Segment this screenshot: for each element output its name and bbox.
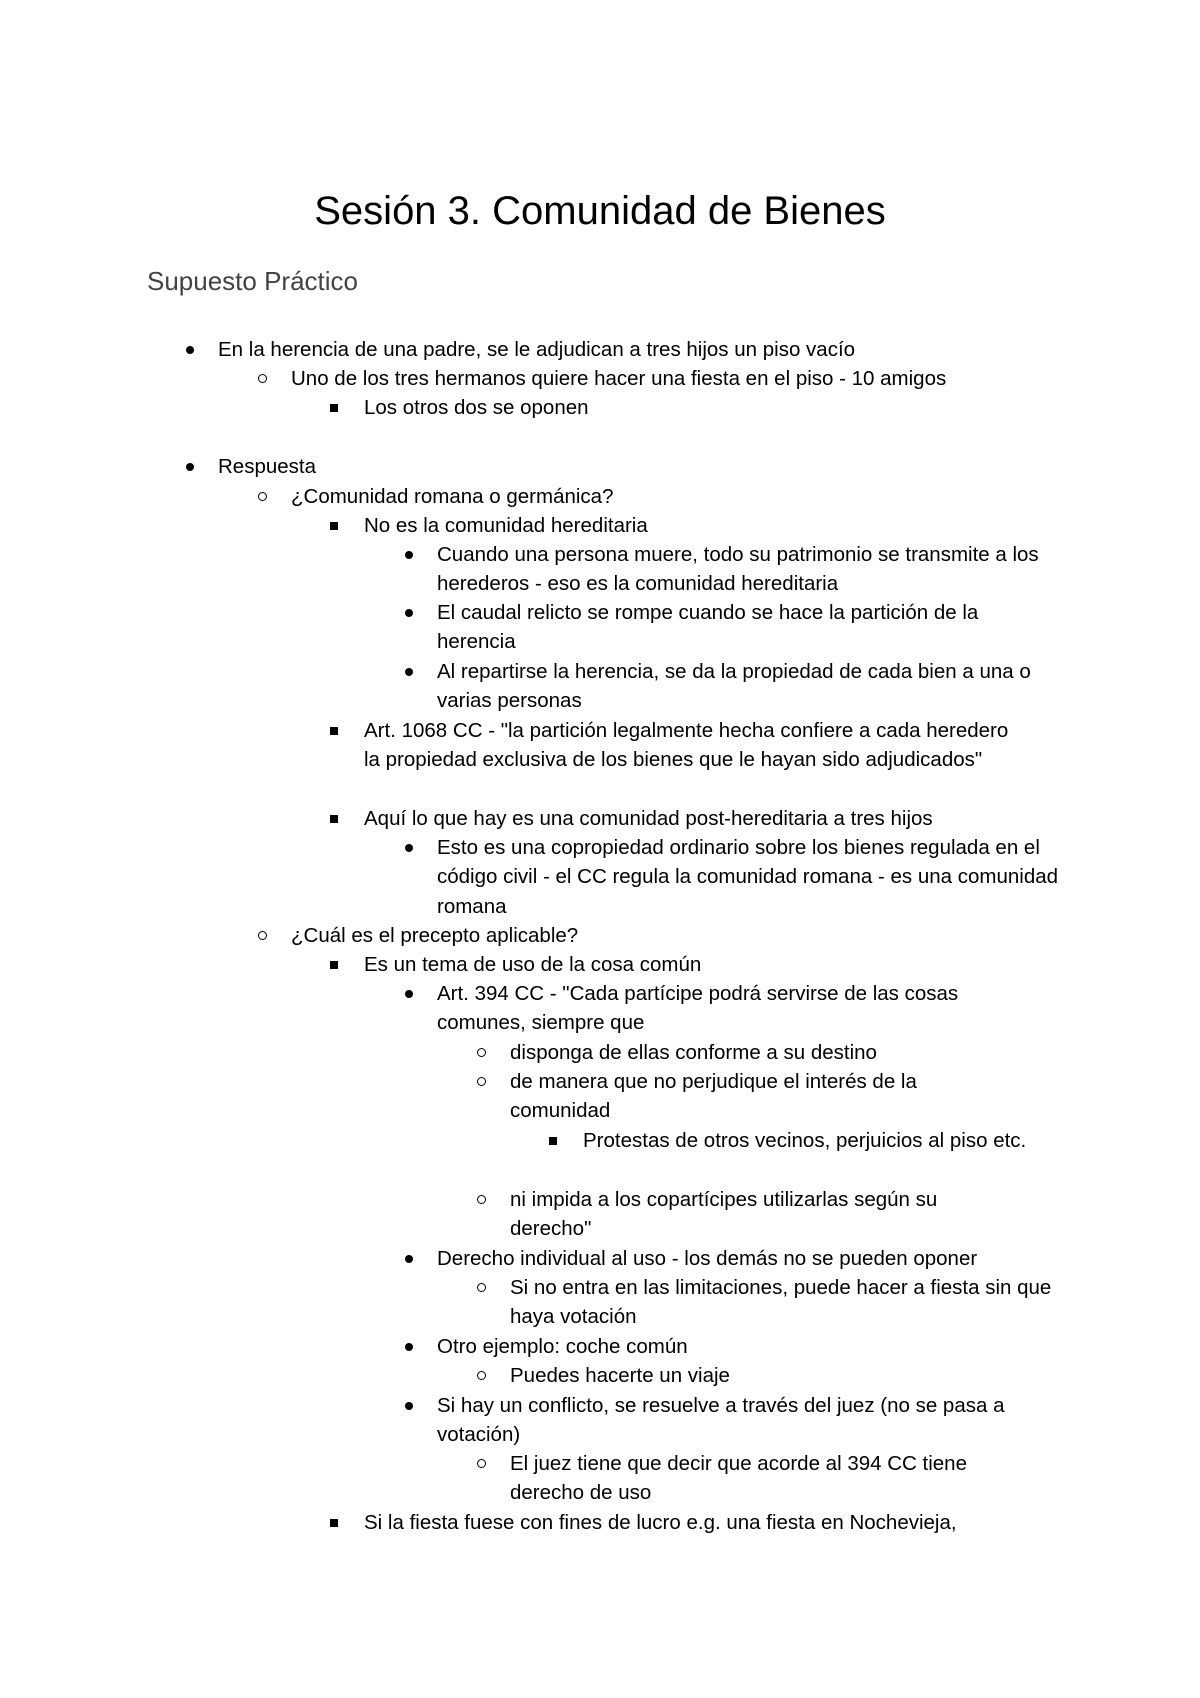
list-item [364, 511, 1064, 540]
list-item-text: El caudal relicto se rompe cuando se hace la partición de la herencia [437, 601, 979, 654]
circle-bullet-icon [258, 374, 267, 383]
list-item [437, 598, 1062, 657]
list-item [364, 393, 1064, 422]
list-item-text: ni impida a los copartícipes utilizarlas según su derecho" [510, 1188, 938, 1241]
list-item [364, 804, 1064, 833]
disc-bullet-icon [405, 609, 413, 617]
disc-bullet-icon [405, 1343, 413, 1351]
square-bullet-icon [330, 815, 338, 823]
square-bullet-icon [330, 404, 338, 412]
list-item [510, 1185, 1000, 1244]
list-item [291, 921, 1071, 950]
disc-bullet-icon [405, 990, 413, 998]
list-item-text: Es un tema de uso de la cosa común [364, 953, 702, 976]
square-bullet-icon [330, 727, 338, 735]
disc-bullet-icon [405, 668, 413, 676]
circle-bullet-icon [258, 931, 267, 940]
list-item [437, 1391, 1062, 1450]
list-item [437, 657, 1062, 716]
list-item-text: En la herencia de una padre, se le adjudican a tres hijos un piso vacío [218, 338, 856, 361]
list-item [364, 950, 1064, 979]
list-item-text: Los otros dos se oponen [364, 396, 589, 419]
list-item [437, 979, 1037, 1038]
disc-bullet-icon [405, 1402, 413, 1410]
list-item [437, 1244, 1062, 1273]
list-item [437, 1332, 1062, 1361]
list-item-text: ¿Comunidad romana o germánica? [291, 485, 614, 508]
list-item-text: Art. 394 CC - "Cada partícipe podrá servirse de las cosas comunes, siempre que [437, 982, 959, 1035]
list-item [510, 1449, 1030, 1508]
square-bullet-icon [330, 961, 338, 969]
disc-bullet-icon [405, 551, 413, 559]
list-item [510, 1038, 1050, 1067]
list-item [218, 335, 1068, 364]
list-item [437, 540, 1062, 599]
list-item-text: Aquí lo que hay es una comunidad post-hereditaria a tres hijos [364, 807, 933, 830]
disc-bullet-icon [186, 463, 194, 471]
list-item-text: de manera que no perjudique el interés de la comunidad [510, 1070, 917, 1123]
circle-bullet-icon [477, 1048, 486, 1057]
list-item-text: Art. 1068 CC - "la partición legalmente hecha confiere a cada heredero la propiedad exclusiva de los bienes que le hayan sido adjudicados" [364, 719, 1009, 772]
list-item [510, 1361, 1065, 1390]
list-item [510, 1067, 990, 1126]
disc-bullet-icon [405, 1255, 413, 1263]
document-title: Sesión 3. Comunidad de Bienes [314, 189, 886, 233]
list-item-text: Si la fiesta fuese con fines de lucro e.g. una fiesta en Nochevieja, [364, 1511, 957, 1534]
list-item-text: Respuesta [218, 455, 317, 478]
list-item-text: El juez tiene que decir que acorde al 394 CC tiene derecho de uso [510, 1452, 967, 1505]
list-item [510, 1273, 1065, 1332]
list-item-text: Derecho individual al uso - los demás no se pueden oponer [437, 1247, 978, 1270]
list-item-text: Cuando una persona muere, todo su patrimonio se transmite a los herederos - eso es la comunidad hereditaria [437, 543, 1039, 596]
circle-bullet-icon [477, 1077, 486, 1086]
section-heading: Supuesto Práctico [147, 266, 359, 296]
square-bullet-icon [549, 1137, 557, 1145]
list-item-text: Protestas de otros vecinos, perjuicios al piso etc. [583, 1129, 1027, 1152]
list-item-text: ¿Cuál es el precepto aplicable? [291, 924, 579, 947]
list-item [291, 482, 1071, 511]
list-item-text: disponga de ellas conforme a su destino [510, 1041, 877, 1064]
circle-bullet-icon [258, 492, 267, 501]
list-item [364, 1508, 1064, 1537]
circle-bullet-icon [477, 1459, 486, 1468]
list-item-text: Puedes hacerte un viaje [510, 1364, 730, 1387]
list-item [437, 833, 1062, 921]
list-item [218, 452, 1068, 481]
list-item [583, 1126, 1043, 1155]
square-bullet-icon [330, 1519, 338, 1527]
list-item-text: No es la comunidad hereditaria [364, 514, 648, 537]
circle-bullet-icon [477, 1371, 486, 1380]
circle-bullet-icon [477, 1283, 486, 1292]
square-bullet-icon [330, 522, 338, 530]
list-item-text: Si no entra en las limitaciones, puede hacer a fiesta sin que haya votación [510, 1276, 1052, 1329]
list-item-text: Si hay un conflicto, se resuelve a través del juez (no se pasa a votación) [437, 1394, 1005, 1447]
disc-bullet-icon [186, 346, 194, 354]
list-item-text: Otro ejemplo: coche común [437, 1335, 688, 1358]
list-item [364, 716, 1019, 775]
list-item-text: Al repartirse la herencia, se da la propiedad de cada bien a una o varias personas [437, 660, 1031, 713]
list-item-text: Esto es una copropiedad ordinario sobre los bienes regulada en el código civil - el CC regula la comunidad romana - es una comunidad romana [437, 836, 1059, 918]
circle-bullet-icon [477, 1195, 486, 1204]
list-item [291, 364, 1071, 393]
disc-bullet-icon [405, 844, 413, 852]
list-item-text: Uno de los tres hermanos quiere hacer una fiesta en el piso - 10 amigos [291, 367, 947, 390]
